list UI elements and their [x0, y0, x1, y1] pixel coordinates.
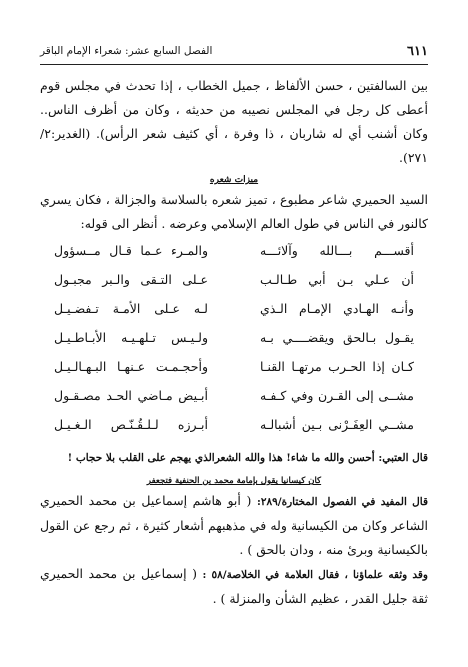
verse-first-hemistich: كـان إذا الحـرب مرتهـا القنـا	[260, 359, 414, 374]
poem-verse	[40, 327, 428, 356]
verse-second-hemistich: ولـيـس تـلهـيـه الأبـاطـيـل	[54, 330, 208, 345]
quote-source-allama: وقد وثقه علماؤنا ، فقال العلامة في الخلاصة/٥٨ :	[202, 569, 428, 581]
poem-verse	[40, 298, 428, 327]
paragraph-poetry-intro: السيد الحميري شاعر مطبوع ، تميز شعره بالسلاسة والجزالة ، فكان يسري كالنور في الناس في طول العالم الإسلامي وعرضه . أنظر الى قوله:	[40, 192, 428, 231]
page-number: ٦١١	[407, 44, 428, 59]
poem-verse	[40, 269, 428, 298]
verse-first-hemistich: مشــي العِفَـرْنى بـين أشبالـه	[260, 417, 414, 432]
verse-second-hemistich: والمـرء عـما قـال مــسؤول	[54, 243, 208, 258]
running-title: الفصل السابع عشر: شعراء الإمام الباقر	[40, 45, 213, 57]
section-heading-kaysani: كان كيسانيا يقول بإمامة محمد بن الحنفية فتجعفر	[146, 476, 322, 486]
poem-verse	[40, 240, 428, 269]
quote-text-mufid: ( أبو هاشم إسماعيل بن محمد الحميري الشاعر وكان من الكيسانية وله في مذهبهم أشعار كثيرة ، ثم رجع عن القول بالكيسانية وبرئ منه ، ودان بالحق ) .	[40, 493, 428, 557]
utbi-comment: قال العتبي: أحسن والله ما شاء! هذا والله الشعرالذي يهجم على القلب بلا حجاب !	[67, 452, 428, 464]
running-head	[40, 44, 428, 62]
verse-first-hemistich: يقـول بـالحق ويقضــــي بـه	[260, 330, 414, 345]
page-body	[40, 74, 428, 611]
paragraph-allama-quote	[40, 562, 428, 611]
verse-second-hemistich: أبـرزه لـلـقُـنّـص الـغـيـل	[54, 417, 208, 432]
poem	[40, 240, 428, 443]
verse-second-hemistich: لـه عـلى الأمـة تـفضـيـل	[54, 301, 208, 316]
verse-second-hemistich: عـلى التـقى والـبر مجبـول	[54, 272, 208, 287]
quote-source-mufid: قال المفيد في الفصول المختارة/٢٨٩:	[256, 496, 428, 508]
header-rule	[40, 64, 428, 65]
verse-second-hemistich: أبـيض مـاضي الحـد مصـقـول	[54, 388, 208, 403]
verse-first-hemistich: مشــى إلى القـرن وفي كـفـه	[260, 388, 414, 403]
poem-verse	[40, 356, 428, 385]
quote-text-allama: ( إسماعيل بن محمد الحميري ثقة جليل القدر ، عظيم الشأن والمنزلة ) .	[40, 566, 428, 606]
verse-first-hemistich: أن عـلي بـن أبي طـالـب	[260, 272, 414, 287]
paragraph-description: بين السالفتين ، حسن الألفاظ ، جميل الخطاب ، إذا تحدث في مجلس قوم أعطى كل رجل في المجلس نصيبه من حديثه ، وكان من أظرف الناس.. وكان أشنب أي له شاربان ، ذا وفرة ، أي كثيف شعر الرأس). (الغدير:٢/ ٢٧١).	[40, 78, 428, 165]
poem-verse	[40, 385, 428, 414]
poem-verse	[40, 414, 428, 443]
section-heading-poetry: ميزات شعره	[209, 175, 259, 185]
verse-first-hemistich: وأنـه الهـادي الإمـام الـذي	[260, 301, 414, 316]
paragraph-mufid-quote	[40, 489, 428, 562]
verse-second-hemistich: وأحجـمـت عـنهـا البـهـالـيـل	[54, 359, 208, 374]
verse-first-hemistich: أقســـم بـــالله وآلائـــه	[260, 243, 414, 258]
